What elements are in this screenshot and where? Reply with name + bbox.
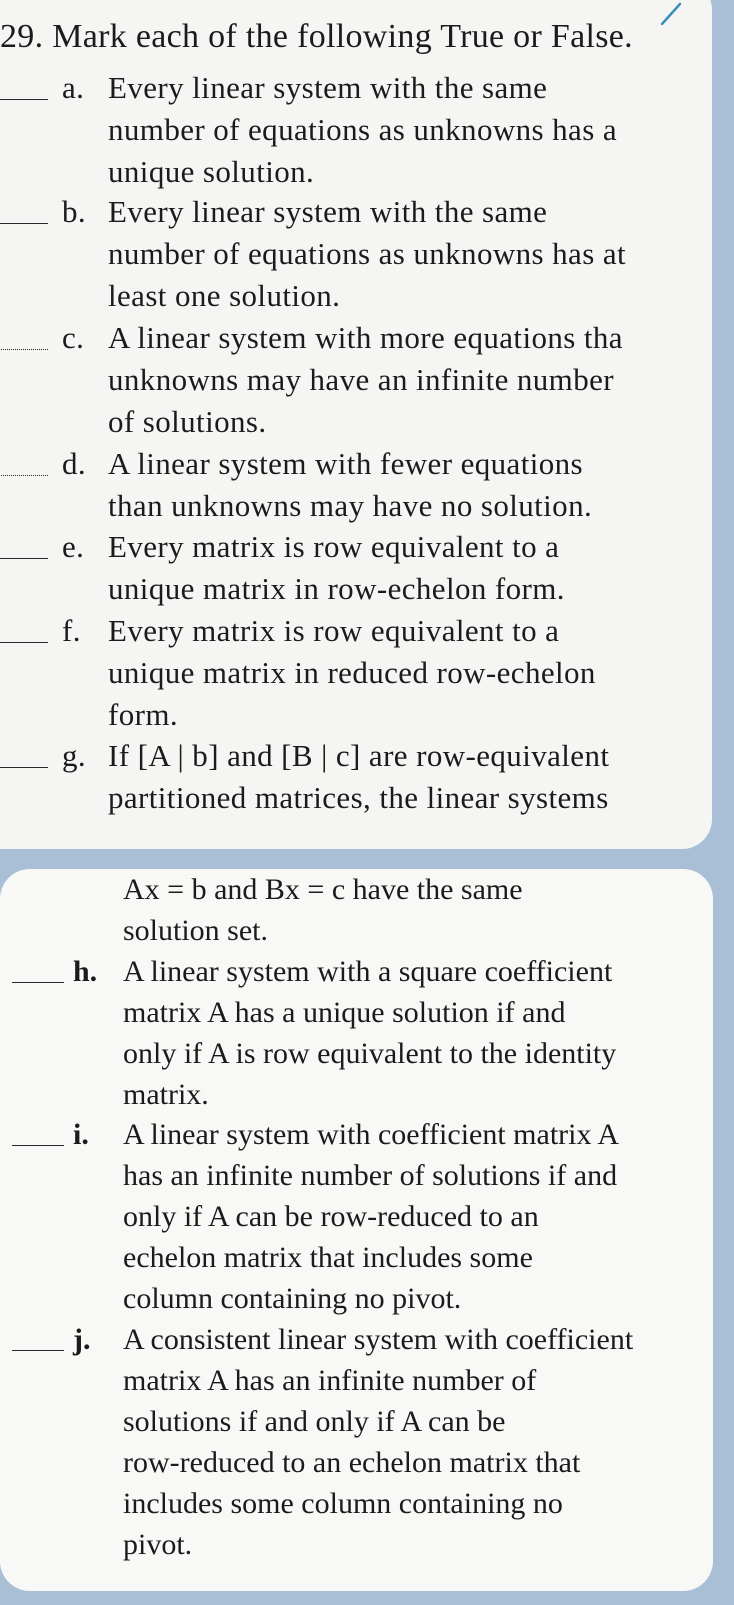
item-d [0,443,712,527]
item-line: Every matrix is row equivalent to a [108,529,560,564]
item-line: A linear system with a square coefficient [123,955,613,988]
problem-instruction: Mark each of the following True or False. [52,18,633,55]
item-line: Every linear system with the same [108,70,548,105]
item-letter: i. [73,1118,89,1151]
item-letter: a. [62,70,85,105]
item-line: matrix A has an infinite number of [123,1364,537,1397]
item-line: unique matrix in row-echelon form. [108,571,565,606]
answer-blank-f[interactable] [0,642,48,643]
item-letter: b. [62,194,87,229]
item-g-continuation [0,869,713,951]
item-c [0,317,712,443]
item-j [0,1319,713,1565]
item-line: partitioned matrices, the linear systems [108,780,609,815]
answer-blank-e[interactable] [0,558,48,559]
problem-heading [0,18,633,56]
answer-blank-b[interactable] [0,223,48,224]
item-line: Every matrix is row equivalent to a [108,613,560,648]
item-g [0,735,712,819]
item-line: column containing no pivot. [123,1282,462,1315]
problem-number: 29. [0,18,44,55]
answer-blank-g[interactable] [0,767,48,768]
item-line: only if A can be row-reduced to an [123,1200,539,1233]
item-line: unique matrix in reduced row-echelon [108,655,596,690]
item-line: least one solution. [108,278,341,313]
item-line: of solutions. [108,404,267,439]
item-letter: h. [73,955,98,988]
item-b [0,191,712,317]
item-line: form. [108,697,179,732]
answer-blank-i[interactable] [12,1145,64,1146]
item-line: matrix. [123,1078,209,1111]
item-line: Ax = b and Bx = c have the same [123,873,523,906]
item-line: A linear system with coefficient matrix A [123,1118,619,1151]
item-letter: c. [62,320,85,355]
item-line: A consistent linear system with coefficient [123,1323,634,1356]
item-line: includes some column containing no [123,1487,563,1520]
item-line: solutions if and only if A can be [123,1405,506,1438]
item-letter: f. [62,613,81,648]
answer-blank-d[interactable] [0,475,48,476]
item-line: number of equations as unknowns has at [108,236,626,271]
item-line: has an infinite number of solutions if and [123,1159,618,1192]
item-letter: j. [73,1323,91,1356]
item-letter: g. [62,738,87,773]
item-line: number of equations as unknowns has a [108,112,617,147]
item-line: than unknowns may have no solution. [108,488,593,523]
item-letter: d. [62,446,87,481]
check-mark-icon [660,0,684,30]
item-line: Every linear system with the same [108,194,548,229]
answer-blank-h[interactable] [12,982,64,983]
item-i [0,1114,713,1319]
item-line: echelon matrix that includes some [123,1241,533,1274]
item-line: pivot. [123,1528,193,1561]
answer-blank-j[interactable] [12,1350,64,1351]
item-line: A linear system with more equations tha [108,320,623,355]
answer-blank-a[interactable] [0,99,48,100]
item-line: only if A is row equivalent to the identity [123,1037,617,1070]
item-f [0,610,712,736]
page-card-bottom [0,869,713,1591]
item-a [0,67,712,193]
item-line: A linear system with fewer equations [108,446,583,481]
item-letter: e. [62,529,85,564]
item-h [0,951,713,1115]
item-line: unknowns may have an infinite number [108,362,614,397]
item-line: matrix A has a unique solution if and [123,996,566,1029]
item-line: If [A | b] and [B | c] are row-equivalent [108,738,610,773]
item-e [0,526,712,610]
item-line: unique solution. [108,154,315,189]
item-line: solution set. [123,914,269,947]
item-line: row-reduced to an echelon matrix that [123,1446,581,1479]
answer-blank-c[interactable] [0,349,48,350]
